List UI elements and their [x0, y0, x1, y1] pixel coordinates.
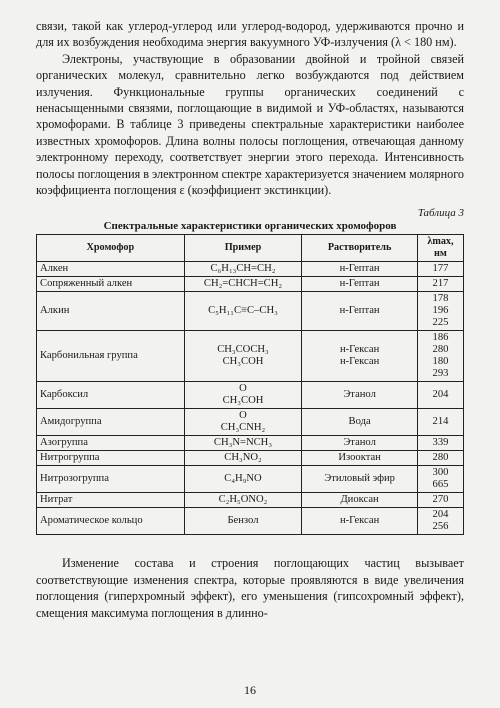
cell-chromophore: Нитрогруппа	[37, 451, 185, 466]
cell-example	[184, 382, 302, 409]
cell-wavelength	[417, 277, 463, 292]
table-row	[37, 331, 464, 382]
cell-wavelength-line: 339	[432, 437, 449, 449]
table-row	[37, 451, 464, 466]
cell-solvent	[302, 436, 418, 451]
cell-solvent-line: Этанол	[343, 389, 376, 401]
cell-solvent	[302, 382, 418, 409]
cell-example	[184, 493, 302, 508]
cell-wavelength-line: 196	[432, 305, 449, 317]
paragraph-chromophores: Электроны, участвующие в образовании двойной и тройной связей органических молекул, сравнительно легко возбуждаются под действием излучения. Функциональные группы органических соединений с ненасыщенными связями, поглощающие в видимой и УФ-областях, называются хромофорами. В таблице 3 приведены спектральные характеристики наиболее известных хромофоров. Длина волны полосы поглощения, отвечающая данному электронному переходу, соответствует энергии этого перехода. Интенсивность полосы поглощения в электронном спектре характеризуется значением молярного коэффициента поглощения ε (коэффициент экстинкции).	[36, 51, 464, 198]
table-row	[37, 292, 464, 331]
cell-wavelength-line: 256	[432, 521, 449, 533]
cell-wavelength	[417, 262, 463, 277]
cell-example-line: CH₃CNH₂	[220, 422, 266, 434]
cell-chromophore: Карбоксил	[37, 382, 185, 409]
header-solvent: Растворитель	[302, 235, 418, 262]
cell-example-line: CH₃NO₂	[224, 452, 262, 464]
cell-wavelength-line: 214	[432, 416, 449, 428]
cell-solvent-line: Диоксан	[340, 494, 379, 506]
cell-example-line: C₅H₁₁C≡C–CH₃	[208, 305, 278, 317]
cell-solvent	[302, 331, 418, 382]
cell-solvent	[302, 451, 418, 466]
cell-solvent-line: Вода	[348, 416, 371, 428]
cell-wavelength-line: 293	[432, 368, 449, 380]
cell-solvent-line: Этиловый эфир	[324, 473, 395, 485]
cell-chromophore: Азогруппа	[37, 436, 185, 451]
cell-example	[184, 331, 302, 382]
chromophore-table	[36, 234, 464, 535]
header-chromophore: Хромофор	[37, 235, 185, 262]
cell-example	[184, 277, 302, 292]
paragraph-top: связи, такой как углерод-углерод или углерод-водород, удерживаются прочно и для их возбуждения необходима энергия вакуумного УФ-излучения (λ < 180 нм).	[36, 19, 464, 50]
table-row	[37, 262, 464, 277]
cell-wavelength-line: 186	[432, 332, 449, 344]
cell-chromophore: Алкин	[37, 292, 185, 331]
table-row	[37, 508, 464, 535]
cell-chromophore: Алкен	[37, 262, 185, 277]
cell-wavelength	[417, 331, 463, 382]
cell-chromophore: Ароматическое кольцо	[37, 508, 185, 535]
cell-example-line: O	[239, 383, 247, 395]
table-row	[37, 382, 464, 409]
cell-solvent	[302, 277, 418, 292]
cell-wavelength-line: 217	[432, 278, 449, 290]
cell-wavelength	[417, 466, 463, 493]
cell-wavelength-line: 280	[432, 344, 449, 356]
cell-example	[184, 436, 302, 451]
cell-solvent-line: Этанол	[343, 437, 376, 449]
cell-example	[184, 409, 302, 436]
header-wavelength: λmax, нм	[417, 235, 463, 262]
cell-solvent	[302, 493, 418, 508]
cell-solvent-line: н-Гексан	[339, 515, 380, 527]
cell-solvent	[302, 409, 418, 436]
cell-wavelength-line: 204	[432, 389, 449, 401]
cell-chromophore: Сопряженный алкен	[37, 277, 185, 292]
cell-chromophore: Нитрат	[37, 493, 185, 508]
cell-wavelength	[417, 409, 463, 436]
cell-example	[184, 466, 302, 493]
cell-example	[184, 451, 302, 466]
header-example: Пример	[184, 235, 302, 262]
cell-chromophore: Карбонильная группа	[37, 331, 185, 382]
cell-example-line: C₆H₁₃CH=CH₂	[210, 263, 276, 275]
paragraph-bottom: Изменение состава и строения поглощающих частиц вызывает соответствующие изменения спектра, которые проявляются в виде увеличения поглощения (гиперхромный эффект), его уменьшения (гипсохромный эффект), смещения максимума поглощения в длинно-	[36, 556, 464, 620]
cell-solvent-line: н-Гексан	[339, 356, 380, 368]
cell-wavelength-line: 178	[432, 293, 449, 305]
cell-solvent-line: н-Гептан	[339, 278, 380, 290]
cell-chromophore: Нитрозогруппа	[37, 466, 185, 493]
cell-wavelength	[417, 292, 463, 331]
cell-wavelength	[417, 382, 463, 409]
cell-wavelength	[417, 436, 463, 451]
cell-example-line: CH₃N=NCH₃	[213, 437, 273, 449]
cell-example-line: CH₃COH	[222, 356, 264, 368]
table-body	[37, 262, 464, 535]
cell-example-line: C₄H₉NO	[224, 473, 262, 485]
cell-example	[184, 292, 302, 331]
cell-wavelength-line: 280	[432, 452, 449, 464]
cell-solvent-line: н-Гексан	[339, 344, 380, 356]
cell-example	[184, 262, 302, 277]
cell-example-line: CH₂=CHCH=CH₂	[203, 278, 283, 290]
cell-solvent-line: н-Гептан	[339, 263, 380, 275]
cell-solvent	[302, 508, 418, 535]
cell-wavelength	[417, 508, 463, 535]
page-content	[36, 18, 464, 621]
table-label: Таблица 3	[417, 207, 464, 220]
cell-example-line: CH₃COCH₃	[217, 344, 269, 356]
cell-example-line: O	[239, 410, 247, 422]
cell-wavelength-line: 225	[432, 317, 449, 329]
cell-example-line: C₂H₅ONO₂	[218, 494, 268, 506]
table-header-row	[37, 235, 464, 262]
cell-solvent	[302, 466, 418, 493]
table-row	[37, 466, 464, 493]
table-row	[37, 277, 464, 292]
cell-solvent-line: Изооктан	[338, 452, 381, 464]
cell-chromophore: Амидогруппа	[37, 409, 185, 436]
table-row	[37, 436, 464, 451]
cell-example	[184, 508, 302, 535]
cell-wavelength-line: 180	[432, 356, 449, 368]
cell-example-line: CH₃COH	[222, 395, 264, 407]
cell-example-line: Бензол	[227, 515, 259, 527]
cell-wavelength-line: 177	[432, 263, 449, 275]
cell-solvent	[302, 262, 418, 277]
cell-wavelength	[417, 493, 463, 508]
cell-wavelength-line: 270	[432, 494, 449, 506]
table-row	[37, 493, 464, 508]
cell-solvent-line: н-Гептан	[339, 305, 380, 317]
table-row	[37, 409, 464, 436]
table-title: Спектральные характеристики органических хромофоров	[103, 220, 397, 233]
cell-wavelength	[417, 451, 463, 466]
page-number: 16	[244, 683, 256, 697]
cell-solvent	[302, 292, 418, 331]
cell-wavelength-line: 300	[432, 467, 449, 479]
cell-wavelength-line: 665	[432, 479, 449, 491]
cell-wavelength-line: 204	[432, 509, 449, 521]
